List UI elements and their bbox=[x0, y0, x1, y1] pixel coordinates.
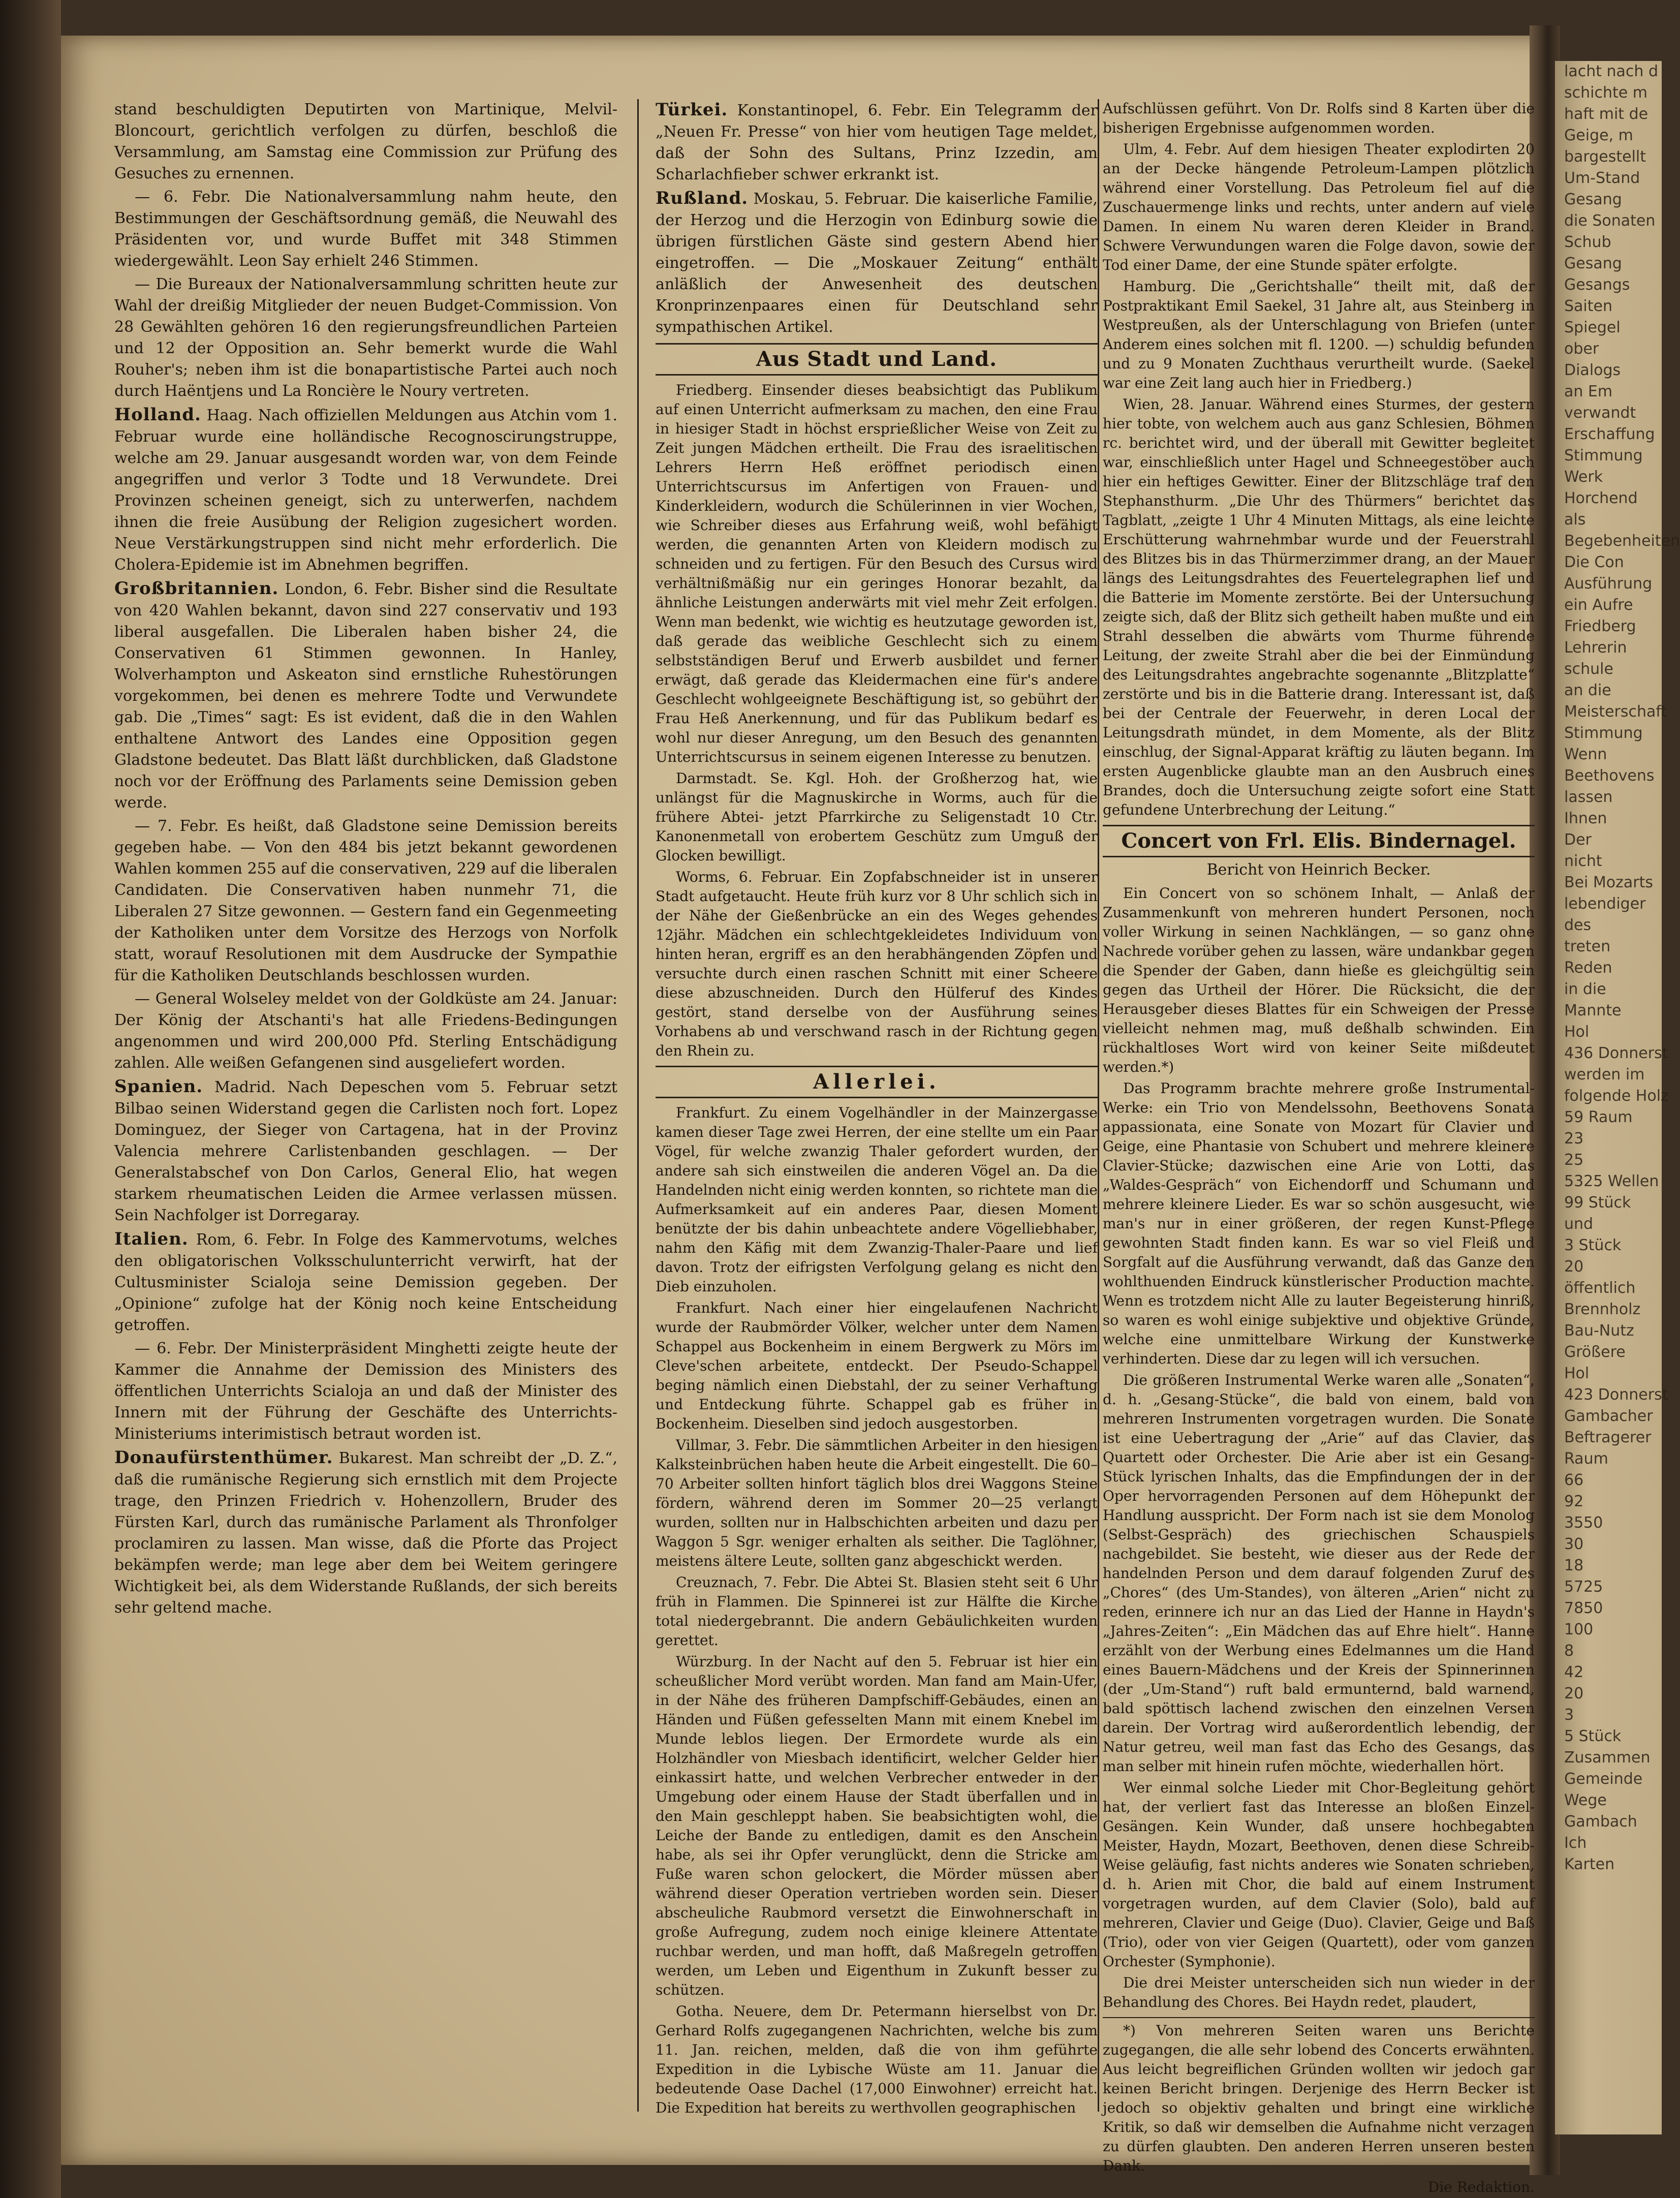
paragraph-gotha: Gotha. Neuere, dem Dr. Petermann hierselbst von Dr. Gerhard Rolfs zugegangenen Nachrichten, welche bis zum 11. Jan. reichen, melden, daß die von ihm geführte Expedition in die Lybische Wüste am 11. Januar die bedeutende Oase Dachel (17,000 Einwohner) erreicht hat. Die Expedition hat bereits zu werthvollen geographischen bbox=[656, 2003, 1098, 2116]
section-keyword-spanien: Spanien. bbox=[114, 1076, 203, 1097]
heading-allerlei: Allerlei. bbox=[656, 1066, 1098, 1098]
adjacent-page-line: lebendiger bbox=[1564, 895, 1646, 913]
paragraph-donaufuerstenthuemer bbox=[114, 1447, 617, 1619]
heading-aus-stadt-und-land: Aus Stadt und Land. bbox=[656, 343, 1098, 376]
book-binding-left bbox=[0, 0, 61, 2198]
adjacent-page-line: an Em bbox=[1564, 383, 1613, 400]
signature-redaktion: Die Redaktion. bbox=[1427, 2179, 1535, 2195]
column-rule-2 bbox=[1098, 99, 1099, 2112]
adjacent-page-line: lassen bbox=[1564, 788, 1613, 806]
adjacent-page-line: Beftragerer bbox=[1564, 1429, 1652, 1446]
adjacent-page-line: 3 Stück bbox=[1564, 1236, 1622, 1254]
adjacent-page-line: Wege bbox=[1564, 1791, 1607, 1809]
text-holland: Haag. Nach offiziellen Meldungen aus Atchin vom 1. Februar wurde eine holländische Recognoscirungstruppe, welche am 29. Januar ausgesandt worden war, von dem Feinde angegriffen und verlor 3 Todte und 18 Verwundete. Drei Provinzen scheinen geneigt, sich zu unterwerfen, nachdem ihnen die freie Ausübung der Religion zugesichert worden. Neue Verstärkungstruppen sind nicht mehr erforderlich. Die Cholera-Epidemie ist im Abnehmen begriffen. bbox=[114, 407, 617, 574]
text-grossbritannien: London, 6. Febr. Bisher sind die Resultate von 420 Wahlen bekannt, davon sind 227 conservativ und 193 liberal ausgefallen. Die Liberalen haben bisher 24, die Conservativen 61 Stimmen gewonnen. In Hanley, Wolverhampton und Askeaton sind ernstliche Ruhestörungen vorgekommen, bei denen es mehrere Todte und Verwundete gab. Die „Times“ sagt: Es ist evident, daß die in den Wahlen enthaltene Antwort des Landes eine Opposition gegen Gladstone bedeutet. Das Blatt läßt durchblicken, daß Gladstone noch vor der Eröffnung des Parlaments seine Demission geben werde. bbox=[114, 580, 617, 812]
text-donau: Bukarest. Man schreibt der „D. Z.“, daß die rumänische Regierung sich ernstlich mit dem Projecte trage, den Prinzen Friedrich v. Hohenzollern, Bruder des Fürsten Karl, durch das rumänische Parlament als Thronfolger proclamiren zu lassen. Man wisse, daß die Pforte das Project bekämpfen werde; man lege aber dem bei Weitem geringere Wichtigkeit bei, als dem Widerstande Rußlands, der sich bereits sehr geltend mache. bbox=[114, 1449, 617, 1617]
adjacent-page-line: Ihnen bbox=[1564, 810, 1607, 827]
section-keyword-grossbritannien: Großbritannien. bbox=[114, 578, 279, 599]
adjacent-page-line: öffentlich bbox=[1564, 1279, 1636, 1297]
adjacent-page-line: 20 bbox=[1564, 1685, 1584, 1702]
adjacent-page-line: folgende Holz bbox=[1564, 1087, 1669, 1105]
paragraph-worms: Worms, 6. Februar. Ein Zopfabschneider ist in unserer Stadt aufgetaucht. Heute früh kurz vor 8 Uhr schlich sich in der Nähe der Gießenbrücke an ein des Weges gehendes 12jähr. Mädchen ein schlechtgekleidetes Individuum von hinten heran, ergriff es an den herabhängenden Zöpfen und versuchte durch einen raschen Schnitt mit einer Scheere diese abzuschneiden. Durch den Hülferuf des Kindes gestört, stand derselbe von der Ausführung seines Vorhabens ab und verschwand rasch in der Richtung gegen den Rhein zu. bbox=[656, 869, 1098, 1059]
adjacent-page-line: Bei Mozarts bbox=[1564, 874, 1654, 891]
adjacent-page-line: Gambach bbox=[1564, 1813, 1637, 1831]
section-keyword-russland: Rußland. bbox=[656, 188, 749, 208]
adjacent-page-line: 92 bbox=[1564, 1493, 1584, 1510]
adjacent-page-line: 59 Raum bbox=[1564, 1108, 1633, 1126]
adjacent-page-line: Reden bbox=[1564, 959, 1612, 977]
adjacent-page-line: Gemeinde bbox=[1564, 1770, 1643, 1788]
adjacent-page-line: 5325 Wellen bbox=[1564, 1172, 1659, 1190]
adjacent-page-line: 100 bbox=[1564, 1621, 1594, 1638]
paragraph-wolseley: — General Wolseley meldet von der Goldküste am 24. Januar: Der König der Atschanti's hat alle Friedens-Bedingungen angenommen und wird 200,000 Pfd. Sterling Entschädigung zahlen. Alle weißen Gefangenen sind ausgeliefert worden. bbox=[114, 990, 617, 1072]
adjacent-page-line: an die bbox=[1564, 682, 1611, 699]
paragraph-holland bbox=[114, 404, 617, 576]
adjacent-page-line: Spiegel bbox=[1564, 319, 1621, 336]
adjacent-page-line: Karten bbox=[1564, 1855, 1615, 1873]
footnote-redaktion: *) Von mehreren Seiten waren uns Berichte zugegangen, die alle sehr lobend des Concerts erwähnten. Aus leicht begreiflichen Gründen wollten wir jedoch gar keinen Bericht bringen. Derjenige des Herrn Becker ist jedoch so objektiv gehalten und bringt eine wirkliche Kritik, so daß wir demselben die Aufnahme nicht verzagen zu dürfen glaubten. Den anderen Herren unseren besten Dank. bbox=[1103, 2022, 1535, 2174]
adjacent-page-line: ein Aufre bbox=[1564, 596, 1633, 614]
adjacent-page-line: Wenn bbox=[1564, 746, 1607, 763]
byline-heinrich-becker: Bericht von Heinrich Becker. bbox=[1206, 861, 1431, 879]
adjacent-page-line: Um-Stand bbox=[1564, 169, 1640, 187]
adjacent-page-line: bargestellt bbox=[1564, 148, 1646, 166]
adjacent-page-line: Bau-Nutz bbox=[1564, 1322, 1634, 1340]
adjacent-page-line: werden im bbox=[1564, 1066, 1645, 1083]
adjacent-page-line: Meisterschaft bbox=[1564, 703, 1667, 721]
adjacent-page-line: 23 bbox=[1564, 1130, 1584, 1148]
adjacent-page-line: und bbox=[1564, 1215, 1594, 1233]
paragraph-spanien bbox=[114, 1076, 617, 1226]
paragraph-martinique: stand beschuldigten Deputirten von Martinique, Melvil-Bloncourt, gerichtlich verfolgen zu dürfen, beschloß die Versammlung, am Samstag eine Commission zur Prüfung des Gesuches zu ernennen. bbox=[114, 101, 617, 182]
adjacent-page-line: haft mit de bbox=[1564, 105, 1648, 123]
adjacent-page-line: Raum bbox=[1564, 1450, 1608, 1468]
adjacent-page-line: lacht nach d bbox=[1564, 63, 1659, 80]
text-spanien: Madrid. Nach Depeschen vom 5. Februar setzt Bilbao seinen Widerstand gegen die Carlisten noch fort. Lopez Dominguez, der Sieger von Cartagena, hat in der Provinz Valencia mehrere Carlistenbanden geschlagen. — Der Generalstabschef von Don Carlos, General Elio, hat wegen starkem rheumatischen Leiden die Armee verlassen müssen. Sein Nachfolger ist Dorregaray. bbox=[114, 1078, 617, 1224]
adjacent-page-line: Brennholz bbox=[1564, 1301, 1641, 1318]
adjacent-page-line: des bbox=[1564, 916, 1592, 934]
adjacent-page-line: Mannte bbox=[1564, 1002, 1622, 1019]
adjacent-page-line: die Sonaten bbox=[1564, 212, 1656, 230]
column-2 bbox=[656, 99, 1098, 2116]
adjacent-page-line: 30 bbox=[1564, 1535, 1584, 1553]
paragraph-ulm: Ulm, 4. Febr. Auf dem hiesigen Theater explodirten 20 an der Decke hängende Petroleum-Lampen plötzlich während einer Vorstellung. Das Petroleum fiel auf die Zuschauermenge links und rechts, unter andern auf viele Damen. In einem Nu waren deren Kleider in Brand. Schwere Verwundungen waren die Folge davon, sowie der Tod einer Dame, der eine Stunde später erfolgte. bbox=[1103, 141, 1535, 273]
adjacent-page-line: treten bbox=[1564, 938, 1611, 955]
adjacent-page-line: Ausführung bbox=[1564, 575, 1653, 593]
adjacent-page-line: 3550 bbox=[1564, 1514, 1603, 1532]
adjacent-page-line: Begebenheiten bbox=[1564, 532, 1680, 550]
adjacent-page-line: 66 bbox=[1564, 1471, 1584, 1489]
paragraph-concert-1: Ein Concert von so schönem Inhalt, — Anlaß der Zusammenkunft von mehreren hundert Personen, noch voller Wirkung in seinen Nachklängen, — so ganz ohne Nachrede vorüber gehen zu lassen, wäre undankbar gegen die Spender der Gaben, dann hieße es gleichgültig sein gegen das Urtheil der Hörer. Die Rücksicht, die der Herausgeber dieses Blattes für ein Schweigen der Presse vielleicht nehmen mag, muß deßhalb schwinden. Ein rückhaltloses Wort wird von keiner Seite mißdeutet werden.*) bbox=[1103, 885, 1535, 1075]
paragraph-tuerkei bbox=[656, 99, 1098, 185]
paragraph-concert-5: Die drei Meister unterscheiden sich nun wieder in der Behandlung des Chores. Bei Haydn redet, plaudert, bbox=[1103, 1974, 1535, 2010]
paragraph-concert-2: Das Programm brachte mehrere große Instrumental-Werke: ein Trio von Mendelssohn, Beethovens Sonata appassionata, eine Sonate von Mozart für Clavier und Geige, eine Phantasie von Schubert und mehrere kleinere Clavier-Stücke; dazwischen eine Arie von Lotti, das „Waldes-Gespräch“ von Eichendorff und Schumann und mehrere kleinere Lieder. Es war so schön ausgesucht, wie man's nur in einer größeren, der regen Kunst-Pflege gewohnten Stadt finden kann. Es war so viel Fleiß und Sorgfalt auf die Ausführung verwandt, daß das Ganze den wohlthuenden Eindruck künstlerischer Production machte. Wenn es trotzdem nicht Alle zu lauter Begeisterung hinriß, so waren es wohl einige subjektive und objektive Gründe, welche eine unmittelbare Wirkung der Kunstwerke verhinderten. Diese dar zu legen will ich versuchen. bbox=[1103, 1080, 1535, 1367]
adjacent-page-line: 42 bbox=[1564, 1663, 1584, 1681]
paragraph-gladstone: — 7. Febr. Es heißt, daß Gladstone seine Demission bereits gegeben habe. — Von den 484 bis jetzt bekannt gewordenen Wahlen kommen 255 auf die conservativen, 229 auf die liberalen Candidaten. Die Conservativen haben nunmehr 71, die Liberalen 27 Sitze gewonnen. — Gestern fand ein Gegenmeeting der Katholiken unter dem Vorsitze des Herzogs von Norfolk statt, worauf Resolutionen mit dem Ausdrucke der Sympathie für die Katholiken Deutschlands beschlossen wurden. bbox=[114, 817, 617, 984]
paragraph-aufschluessen: Aufschlüssen geführt. Von Dr. Rolfs sind 8 Karten über die bisherigen Ergebnisse aufgenommen worden. bbox=[1103, 100, 1535, 136]
text-tuerkei: Konstantinopel, 6. Febr. Ein Telegramm der „Neuen Fr. Presse“ von hier vom heutigen Tage meldet, daß der Sohn des Sultans, Prinz Izzedin, am Scharlachfieber schwer erkrankt ist. bbox=[656, 102, 1098, 183]
column-3 bbox=[1103, 99, 1535, 2195]
adjacent-page-line: Zusammen bbox=[1564, 1749, 1651, 1767]
adjacent-page-line: Hol bbox=[1564, 1023, 1590, 1041]
adjacent-page-line: Horchend bbox=[1564, 489, 1638, 507]
paragraph-wien: Wien, 28. Januar. Während eines Sturmes, der gestern hier tobte, von welchem auch aus ganz Schlesien, Böhmen rc. berichtet wird, und der überall mit Gewitter begleitet war, einschließlich unter Hagel und Schneegestöber auch hier ein heftiges Gewitter. Einer der Blitzschläge traf den Stephansthurm. „Die Uhr des Thürmers“ berichtet das Tagblatt, „zeigte 1 Uhr 4 Minuten Mittags, als eine leichte Erschütterung wahrnehmbar wurde und der Feuerstrahl des Blitzes bis in das Thürmerzimmer drang, an der Mauer längs des Leitungsdrahtes des Feuertelegraphen lief und die Batterie im Momente zerstörte. Bei der Untersuchung zeigte sich, daß der Blitz sich getheilt haben mußte und ein Strahl desselben die abwärts vom Thurme führende Leitung, der zweite Strahl aber die bei der Einmündung des Leitungsdrahtes angebrachte sogenannte „Blitzplatte“ zerstörte und bis in die Batterie drang. Interessant ist, daß bei der Centrale der Feuerwehr, in deren Local der Leitungsdrath mündet, in dem Momente, als der Blitz einschlug, der Signal-Apparat kräftig zu läuten begann. Im ersten Augenblicke glaubte man an den Ausbruch eines Brandes, doch die Untersuchung zeigte sofort eine Statt gefundene Unterbrechung der Leitung.“ bbox=[1103, 396, 1535, 818]
paragraph-italien bbox=[114, 1228, 617, 1336]
adjacent-page-line: Stimmung bbox=[1564, 724, 1643, 742]
paragraph-wuerzburg: Würzburg. In der Nacht auf den 5. Februar ist hier ein scheußlicher Mord verübt worden. Man fand am Main-Ufer, in der Nähe des früheren Dampfschiff-Gebäudes, einen an Händen und Füßen gefesselten Mann mit einem Knebel im Munde leblos liegen. Der Ermordete wurde als ein Holzhändler von Miesbach identificirt, welcher Gelder hier einkassirt hatte, und welchen Verbrecher entweder in der Umgebung oder einem Hause der Stadt überfallen und in den Main geschleppt haben. Sie beabsichtigten wohl, die Leiche der Bande zu entledigen, damit es den Anschein habe, als sei ihr Opfer verunglückt, denn die Stricke am Fuße waren schon gelockert, die Mörder müssen aber während dieser Operation vertrieben worden sein. Dieser abscheuliche Raubmord versetzt die Einwohnerschaft in große Aufregung, zudem noch einige kleinere Attentate ruchbar werden, und man hofft, daß Maßregeln getroffen werden, um Leben und Eigenthum in Zukunft besser zu schützen. bbox=[656, 1653, 1098, 1998]
adjacent-page-line: schichte m bbox=[1564, 84, 1647, 102]
adjacent-page-line: ober bbox=[1564, 340, 1599, 358]
paragraph-nationalversammlung: — 6. Febr. Die Nationalversammlung nahm heute, den Bestimmungen der Geschäftsordnung gemäß, die Neuwahl des Präsidenten vor, und wurde Buffet mit 348 Stimmen wiedergewählt. Leon Say erhielt 246 Stimmen. bbox=[114, 188, 617, 270]
adjacent-page-line: 7850 bbox=[1564, 1599, 1603, 1617]
section-keyword-donau: Donaufürstenthümer. bbox=[114, 1447, 333, 1468]
column-rule-1 bbox=[637, 99, 639, 2112]
adjacent-page-line: nicht bbox=[1564, 852, 1602, 870]
paragraph-darmstadt: Darmstadt. Se. Kgl. Hoh. der Großherzog hat, wie unlängst für die Magnuskirche in Worms, auch für die frühere Abtei- jetzt Pfarrkirche zu Seligenstadt 10 Ctr. Kanonenmetall von erobertem Geschütz zum Umguß der Glocken bewilligt. bbox=[656, 770, 1098, 864]
adjacent-page-fragment bbox=[1555, 61, 1680, 2134]
text-italien: Rom, 6. Febr. In Folge des Kammervotums, welches den obligatorischen Volksschulunterricht verwirft, hat der Cultusminister Scialoja seine Demission gegeben. Der „Opinione“ zufolge hat der König noch keine Entscheidung getroffen. bbox=[114, 1231, 617, 1334]
heading-concert: Concert von Frl. Elis. Bindernagel. bbox=[1103, 825, 1535, 857]
paragraph-minghetti: — 6. Febr. Der Ministerpräsident Minghetti zeigte heute der Kammer die Annahme der Demission des Ministers des öffentlichen Unterrichts Scialoja an und daß der Minister des Innern mit der Führung der Geschäfte des Unterrichts-Ministeriums interimistisch betraut worden ist. bbox=[114, 1340, 617, 1443]
adjacent-page-line: 20 bbox=[1564, 1258, 1584, 1276]
adjacent-page-line: 5725 bbox=[1564, 1578, 1603, 1596]
adjacent-page-line: Größere bbox=[1564, 1343, 1626, 1361]
adjacent-page-line: Gesang bbox=[1564, 191, 1622, 208]
adjacent-page-line: Schub bbox=[1564, 233, 1611, 251]
adjacent-page-line: 25 bbox=[1564, 1151, 1584, 1169]
paragraph-budget-commission: — Die Bureaux der Nationalversammlung schritten heute zur Wahl der dreißig Mitglieder der neuen Budget-Commission. Von 28 Gewählten gehören 16 den regierungsfreundlichen Parteien und 12 der Opposition an. Sehr bemerkt wurde die Wahl Rouher's; neben ihm ist die bonapartistische Partei auch noch durch Haëntjens und La Roncière le Noury vertreten. bbox=[114, 275, 617, 400]
paragraph-friedberg: Friedberg. Einsender dieses beabsichtigt das Publikum auf einen Unterricht aufmerksam zu machen, den eine Frau in hiesiger Stadt in höchst ersprießlicher Weise von Zeit zu Zeit jungen Mädchen ertheilt. Die Frau des israelitischen Lehrers Herrn Heß eröffnet periodisch einen Unterrichtscursus im Anfertigen von Frauen- und Kinderkleidern, wodurch die Schülerinnen in vier Wochen, wie Schreiber dieses aus Erfahrung weiß, wohl befähigt werden, die genannten Arten von Kleidern modisch zu schneiden und zu fertigen. Für den Besuch des Cursus wird verhältnißmäßig nur ein geringes Honorar bezahlt, da ähnliche Leistungen anderwärts mit viel mehr Zeit erfolgen. Wenn man bedenkt, wie wichtig es heutzutage geworden ist, daß gerade das weibliche Geschlecht sich zu einem selbstständigen Beruf und Erwerb ausbildet und ferner erwägt, daß gerade das Kleidermachen eine für's andere Geschlecht wohlgeeignete Beschäftigung ist, so gebührt der Frau Heß Anerkennung, und für das Publikum bedarf es wohl nur dieser Anregung, um den Besuch des genannten Unterrichtscursus in seinem eigenen Interesse zu benutzen. bbox=[656, 382, 1098, 765]
adjacent-page-line: Erschaffung bbox=[1564, 425, 1655, 443]
footnote-divider bbox=[1103, 2017, 1535, 2018]
adjacent-page-line: 3 bbox=[1564, 1706, 1574, 1724]
paragraph-villmar: Villmar, 3. Febr. Die sämmtlichen Arbeiter in den hiesigen Kalksteinbrüchen haben heute die Arbeit eingestellt. Die 60–70 Arbeiter sollten hinfort täglich blos drei Waggons Steine fördern, während deren im Sommer 20—25 verlangt wurden, sollten nur in Halbschichten arbeiten und dazu per Waggon 5 Sgr. weniger erhalten als seither. Die Taglöhner, meistens ältere Leute, sollten ganz abgeschickt werden. bbox=[656, 1437, 1098, 1569]
section-keyword-italien: Italien. bbox=[114, 1229, 189, 1249]
text-russland: Moskau, 5. Februar. Die kaiserliche Familie, der Herzog und die Herzogin von Edinburg sowie die übrigen fürstlichen Gäste sind gestern Abend hier eingetroffen. — Die „Moskauer Zeitung“ enthält anläßlich der Anwesenheit des deutschen Kronprinzenpaares einen für Deutschland sehr sympathischen Artikel. bbox=[656, 190, 1098, 336]
section-keyword-tuerkei: Türkei. bbox=[656, 100, 728, 120]
adjacent-page-line: Die Con bbox=[1564, 553, 1624, 571]
adjacent-page-line: Der bbox=[1564, 831, 1592, 849]
section-keyword-holland: Holland. bbox=[114, 405, 201, 425]
column-1 bbox=[114, 99, 617, 2112]
adjacent-page-line: Friedberg bbox=[1564, 617, 1636, 635]
adjacent-page-line: Hol bbox=[1564, 1365, 1590, 1382]
paragraph-concert-4: Wer einmal solche Lieder mit Chor-Begleitung gehört hat, der verliert fast das Interesse an bloßen Einzel-Gesängen. Kein Wunder, daß unsere hochbegabten Meister, Haydn, Mozart, Beethoven, denen diese Schreib-Weise geläufig, fast nichts anderes wie Sonaten schrieben, d. h. Arien mit Chor, die bald auf einem Instrument vorgetragen wurden, auf dem Clavier (Solo), bald auf mehreren, Clavier und Geige (Duo). Clavier, Geige und Baß (Trio), oder von vier Geigen (Quartett), oder vom ganzen Orchester (Symphonie). bbox=[1103, 1779, 1535, 1970]
adjacent-page-line: in die bbox=[1564, 980, 1606, 998]
adjacent-page-line: Gesangs bbox=[1564, 276, 1630, 294]
adjacent-page-line: 99 Stück bbox=[1564, 1194, 1631, 1212]
adjacent-page-line: Ich bbox=[1564, 1834, 1587, 1852]
paragraph-hamburg: Hamburg. Die „Gerichtshalle“ theilt mit, daß der Postpraktikant Emil Saekel, 31 Jahre alt, aus Steinberg in Westpreußen, als der Unterschlagung von Briefen (unter Anderem eines solchen mit fl. 1200. —) schuldig befunden und zu 9 Monaten Zuchthaus verurtheilt wurde. (Saekel war eine Zeit lang auch hier in Friedberg.) bbox=[1103, 278, 1535, 391]
adjacent-page-line: als bbox=[1564, 511, 1586, 529]
adjacent-page-line: 5 Stück bbox=[1564, 1727, 1622, 1745]
adjacent-page-line: Lehrerin bbox=[1564, 639, 1627, 657]
adjacent-page-line: Werk bbox=[1564, 468, 1603, 486]
paragraph-grossbritannien bbox=[114, 578, 617, 814]
adjacent-page-line: Gambacher bbox=[1564, 1407, 1653, 1425]
adjacent-page-line: Dialogs bbox=[1564, 361, 1621, 379]
adjacent-page-line: Stimmung bbox=[1564, 447, 1643, 465]
paragraph-concert-3: Die größeren Instrumental Werke waren alle „Sonaten“, d. h. „Gesang-Stücke“, die bald von einem, bald von mehreren Instrumenten vorgetragen wurden. Die Sonate ist eine Uebertragung der „Arie“ auf das Clavier, das Quartett oder Orchester. Die Arie aber ist ein Gesang-Stück lyrischen Inhalts, das die Empfindungen der in der Oper hervorragenden Personen auf dem Höhepunkt der Handlung ausspricht. Der Form nach ist sie dem Monolog (Selbst-Gespräch) des griechischen Schauspiels nachgebildet. Sie besteht, wie dieser aus der Rede der handelnden Person und dem darauf folgenden Zuruf des „Chores“ (des Um-Standes), von älteren „Arien“ nicht zu reden, erinnere ich nur an das Lied der Hanne in Haydn's „Jahres-Zeiten“: „Ein Mädchen das auf Ehre hielt“. Hanne erzählt von der Werbung eines Edelmannes um die Hand eines Bauern-Mädchens und der Kreis der Spinnerinnen (der „Um-Stand“) ruft bald ermunternd, bald warnend, bald spöttisch lachend zwischen den einzelnen Versen darein. Der Vortrag wird außerordentlich lebendig, der Natur getreu, weil man fast das Echo des Gesangs, das man selber mit hinein rufen möchte, wiederhallen hört. bbox=[1103, 1372, 1535, 1775]
adjacent-page-line: 8 bbox=[1564, 1642, 1574, 1660]
adjacent-page-line: 436 Donnerst bbox=[1564, 1044, 1668, 1062]
adjacent-page-line: Saiten bbox=[1564, 297, 1612, 315]
paragraph-kreuznach: Creuznach, 7. Febr. Die Abtei St. Blasien steht seit 6 Uhr früh in Flammen. Die Spinnerei ist zur Hälfte die Kirche total niedergebrannt. Die andern Gebäulichkeiten wurden gerettet. bbox=[656, 1574, 1098, 1649]
adjacent-page-line: Gesang bbox=[1564, 255, 1622, 272]
adjacent-page-line: Geige, m bbox=[1564, 127, 1633, 144]
paragraph-frankfurt-2: Frankfurt. Nach einer hier eingelaufenen Nachricht wurde der Raubmörder Völker, welcher unter dem Namen Schappel aus Bockenheim in einem Bergwerk zu Mörs im Cleve'schen arbeitete, entdeckt. Der Pseudo-Schappel beging nämlich einen Diebstahl, der zu seiner Verhaftung und Entdeckung führte. Schappel gab es früher in Bockenheim. Dieselben sind jedoch ausgestorben. bbox=[656, 1299, 1098, 1432]
adjacent-page-line: schule bbox=[1564, 660, 1613, 678]
paragraph-russland bbox=[656, 188, 1098, 338]
adjacent-page-line: 18 bbox=[1564, 1557, 1584, 1574]
adjacent-page-line: verwandt bbox=[1564, 404, 1636, 422]
adjacent-page-line: 423 Donnerst bbox=[1564, 1386, 1668, 1404]
adjacent-page-line: Beethovens bbox=[1564, 767, 1655, 785]
paragraph-frankfurt-1: Frankfurt. Zu einem Vogelhändler in der Mainzergasse kamen dieser Tage zwei Herren, der eine stellte um ein Paar Vögel, für welche zwanzig Thaler gefordert wurden, der andere sah sich einstweilen die anderen Vögel an. Da die Handelnden nicht einig werden konnten, so richtete man die Aufmerksamkeit auf ein anderes Paar, diesen Moment benützte der bis dahin unbeachtete andere Vögelliebhaber, nahm den Käfig mit dem Zwanzig-Thaler-Paare und lief davon. Trotz der eifrigsten Verfolgung gelang es nicht den Dieb einzuholen. bbox=[656, 1104, 1098, 1295]
